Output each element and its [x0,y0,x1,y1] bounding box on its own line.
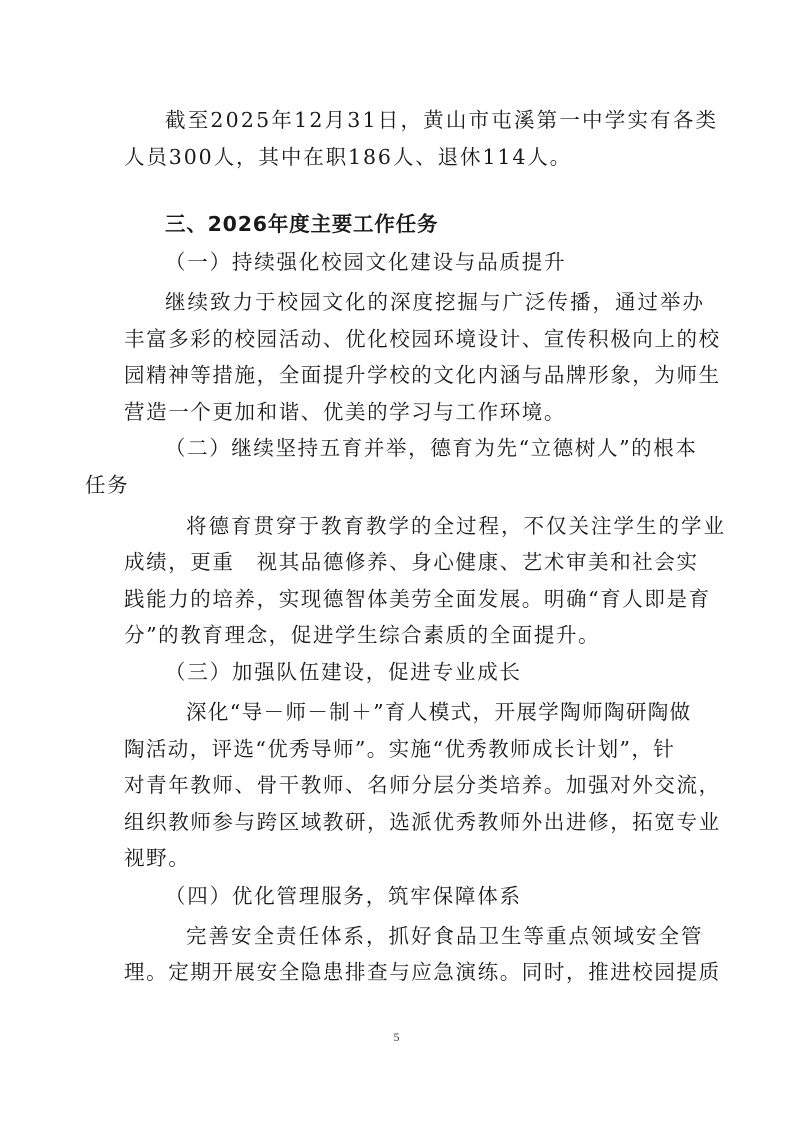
subsection-1-title: （一）持续强化校园文化建设与品质提升 [165,250,567,274]
sub1-para-line-3: 园精神等措施，全面提升学校的文化内涵与品牌形象，为师生 [124,363,721,387]
sub2-para-line-2: 成绩，更重 视其品德修养、身心健康、艺术审美和社会实 [124,550,699,574]
sub3-para-line-2: 陶活动，评选“优秀导师”。实施“优秀教师成长计划”，针 [124,737,676,761]
sub4-para-line-2: 理。定期开展安全隐患排查与应急演练。同时，推进校园提质 [124,960,721,984]
subsection-2-title-line-1: （二）继续坚持五育并举，德育为先“立德树人”的根本 [165,436,698,460]
sub3-para-line-4: 组织教师参与跨区域教研，选派优秀教师外出进修，拓宽专业 [124,810,721,834]
sub4-para-line-1: 完善安全责任体系，抓好食品卫生等重点领域安全管 [186,924,704,948]
intro-line-2: 人员300人，其中在职186人、退休114人。 [124,145,573,169]
subsection-2-title-line-2: 任务 [85,473,130,497]
section-heading: 三、2026年度主要工作任务 [165,212,439,236]
sub2-para-line-4: 分”的教育理念，促进学生综合素质的全面提升。 [124,623,601,647]
sub1-para-line-4: 营造一个更加和谐、优美的学习与工作环境。 [124,400,566,424]
sub2-para-line-1: 将德育贯穿于教育教学的全过程，不仅关注学生的学业 [186,514,726,538]
sub1-para-line-1: 继续致力于校园文化的深度挖掘与广泛传播，通过举办 [165,290,705,314]
subsection-4-title: （四）优化管理服务，筑牢保障体系 [165,884,522,908]
sub3-para-line-1: 深化“导－师－制＋”育人模式，开展学陶师陶研陶做 [186,700,692,724]
intro-line-1: 截至2025年12月31日，黄山市屯溪第一中学实有各类 [165,108,719,132]
sub3-para-line-5: 视野。 [124,846,191,870]
sub1-para-line-2: 丰富多彩的校园活动、优化校园环境设计、宣传积极向上的校 [124,327,721,351]
sub3-para-line-3: 对青年教师、骨干教师、名师分层分类培养。加强对外交流， [124,773,721,797]
subsection-3-title: （三）加强队伍建设，促进专业成长 [165,660,522,684]
page-number: 5 [393,1030,400,1044]
sub2-para-line-3: 践能力的培养，实现德智体美劳全面发展。明确“育人即是育 [124,587,711,611]
